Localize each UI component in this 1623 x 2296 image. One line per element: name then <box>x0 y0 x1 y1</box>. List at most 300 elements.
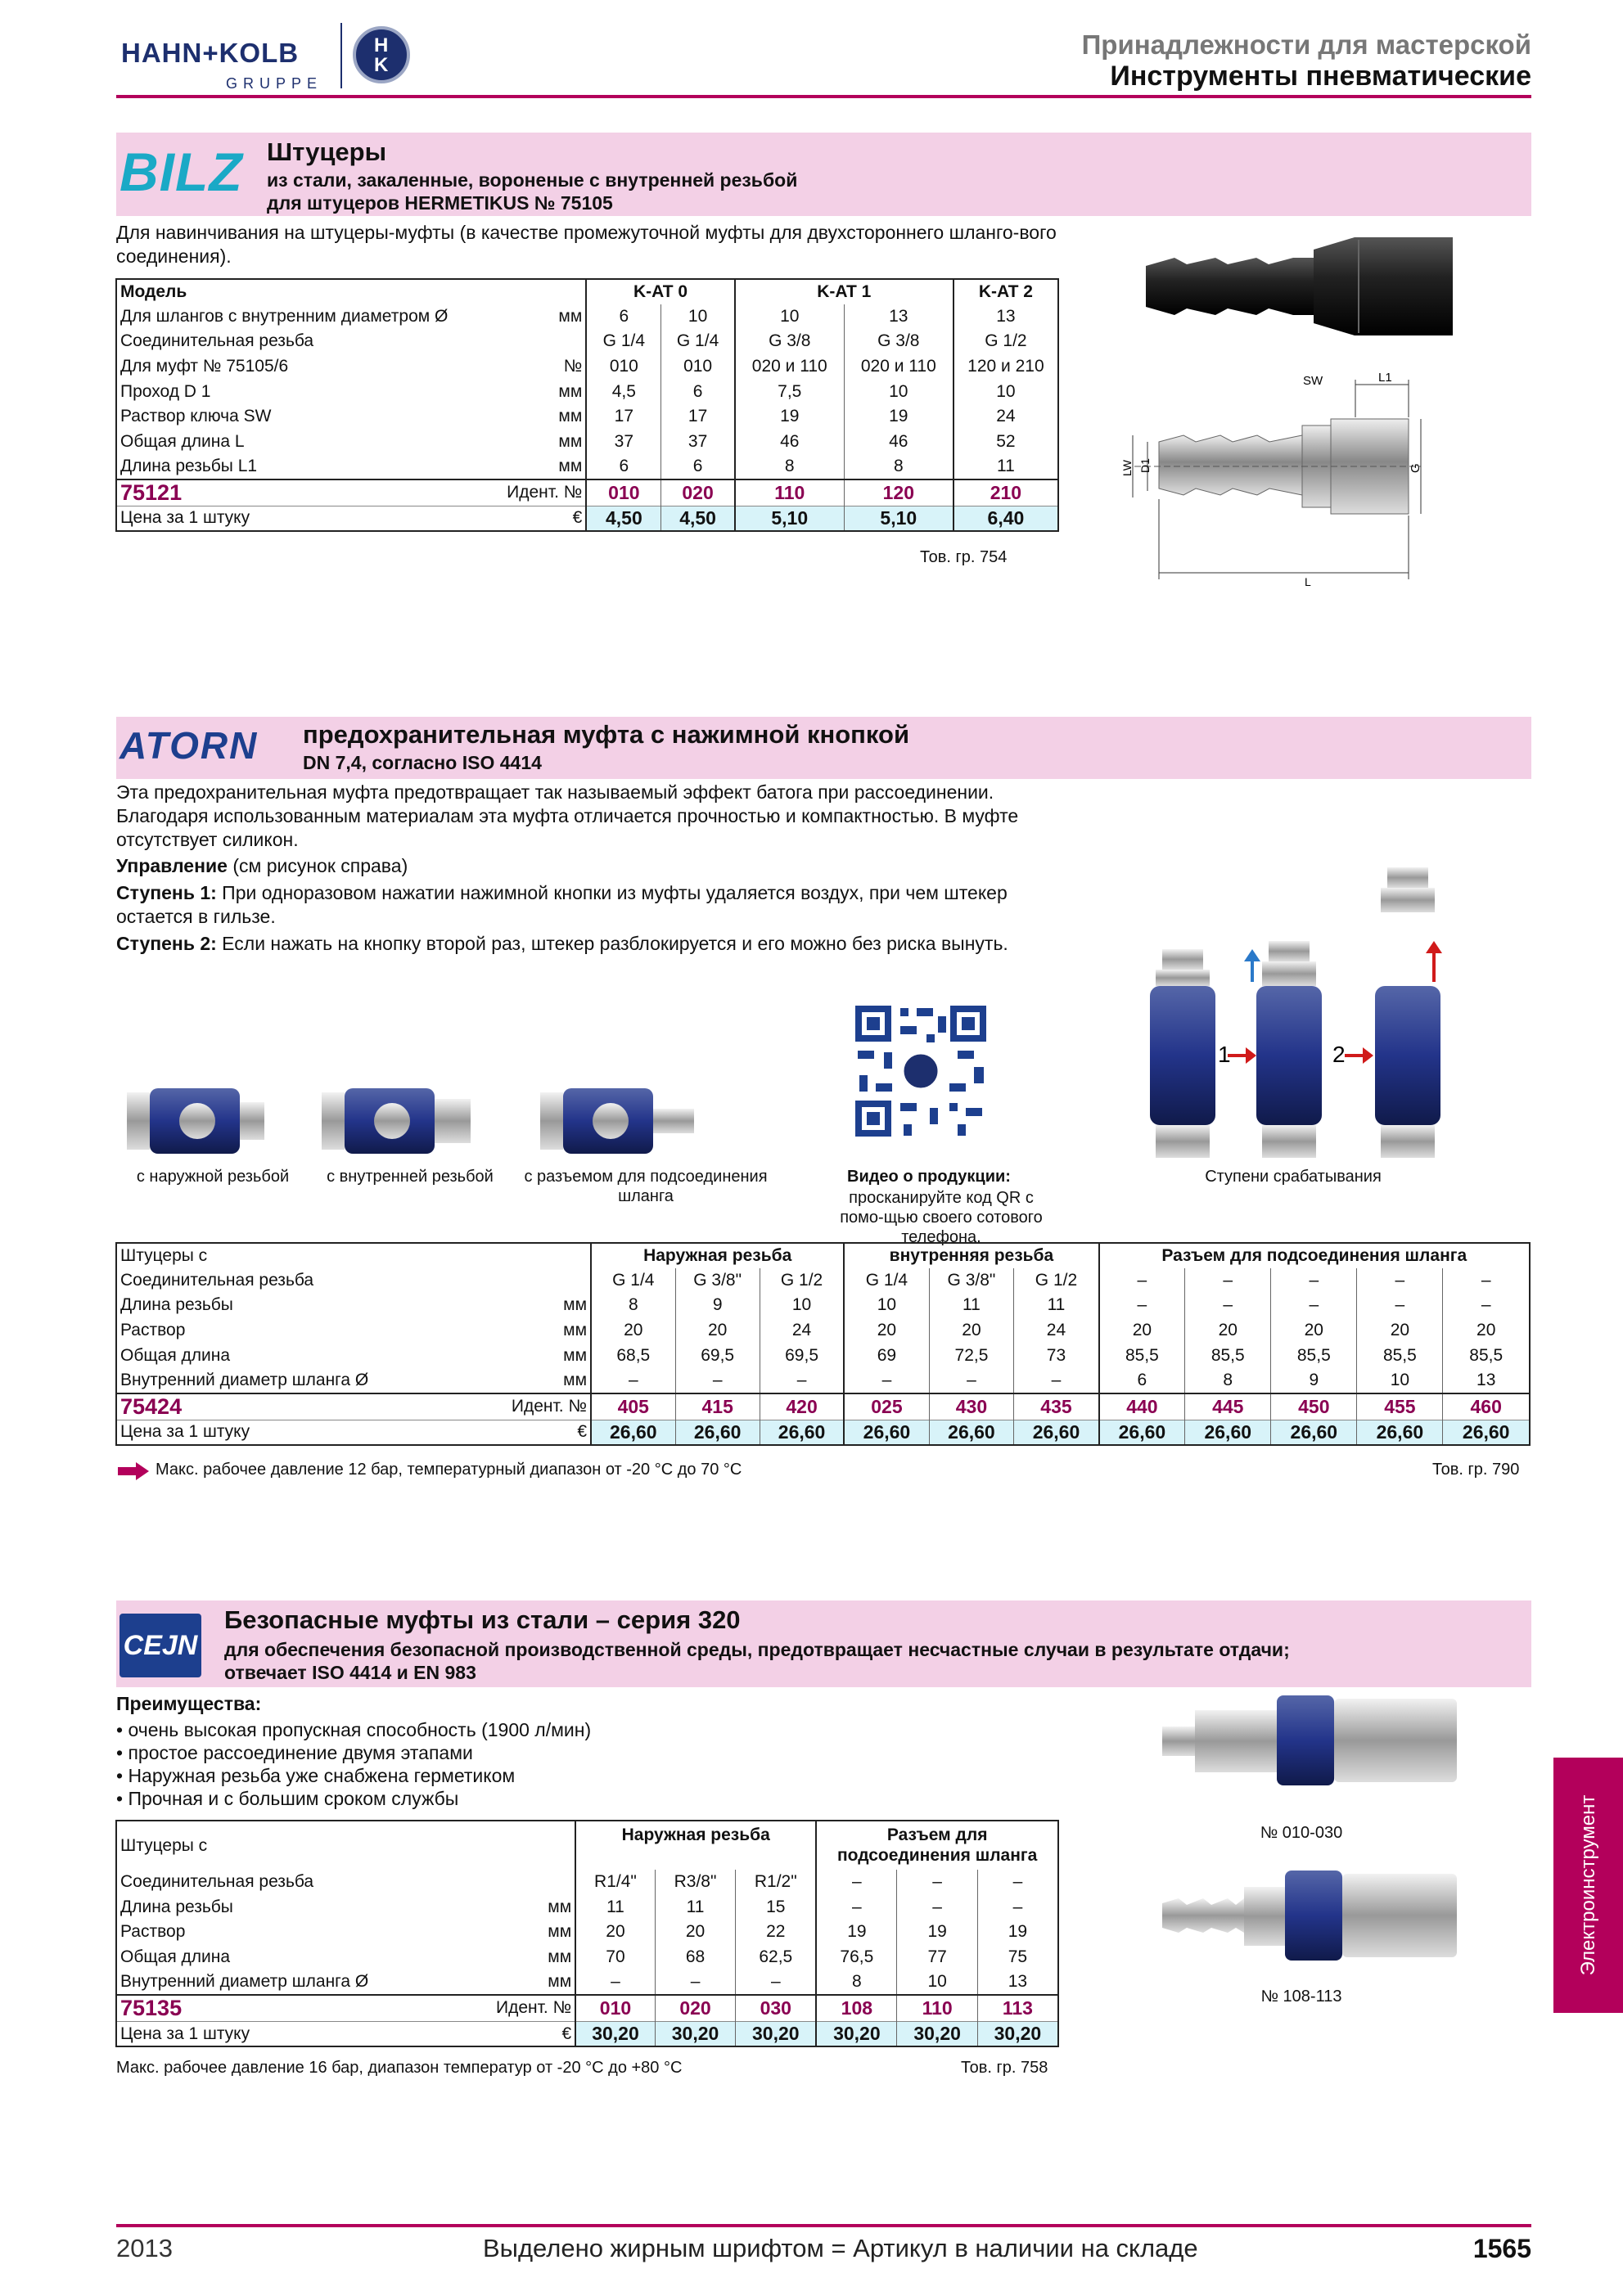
footer-year: 2013 <box>116 2234 173 2262</box>
value-cell: 24 <box>1014 1318 1099 1344</box>
value-cell: – <box>816 1870 897 1895</box>
table-group-header: внутренняя резьба <box>844 1243 1098 1268</box>
table-row <box>116 430 1058 455</box>
value-cell: R1/2" <box>736 1870 817 1895</box>
row-label: Соединительная резьба <box>120 1270 314 1290</box>
value-cell: 68,5 <box>591 1343 675 1368</box>
value-cell: 24 <box>954 404 1058 430</box>
hk-badge-icon <box>353 26 410 83</box>
value-cell: 13 <box>844 304 954 330</box>
caption-female: с внутренней резьбой <box>327 1168 494 1186</box>
id-cell: 020 <box>661 479 735 506</box>
step1-text: При одноразовом нажатии нажимной кнопки из муфты удаляется воздух, при чем штекер <box>216 882 1008 903</box>
row-unit: мм <box>563 1345 587 1365</box>
value-cell: 10 <box>735 304 845 330</box>
page-number: 1565 <box>1472 2234 1531 2263</box>
value-cell: – <box>1271 1268 1357 1294</box>
value-cell: 11 <box>929 1293 1014 1318</box>
value-cell: 6 <box>1099 1368 1185 1393</box>
value-cell: 17 <box>586 404 661 430</box>
table-group-header: Разъем для подсоединения шланга <box>816 1821 1058 1870</box>
article-number: 75135 <box>120 1995 183 2020</box>
step-1-coupling <box>1256 941 1322 1158</box>
value-cell: 20 <box>675 1318 760 1344</box>
step-2-coupling <box>1375 867 1440 1158</box>
id-cell: 455 <box>1357 1393 1443 1420</box>
bilz-group-note: Тов. гр. 754 <box>920 548 1008 566</box>
value-cell: – <box>655 1970 735 1995</box>
value-cell: 10 <box>844 379 954 404</box>
value-cell: 11 <box>1014 1293 1099 1318</box>
brand-name: HAHN+KOLB <box>121 38 300 68</box>
header-title: Инструменты пневматические <box>1110 61 1531 92</box>
value-cell: 20 <box>844 1318 929 1344</box>
id-cell: 435 <box>1014 1393 1099 1420</box>
badge-k: K <box>374 54 389 76</box>
value-cell: 72,5 <box>929 1343 1014 1368</box>
row-unit: мм <box>558 306 583 326</box>
id-cell: 030 <box>736 1995 817 2022</box>
table-group-header: K-AT 0 <box>586 279 734 304</box>
row-label: Длина резьбы <box>120 1897 233 1916</box>
value-cell: – <box>1014 1368 1099 1393</box>
value-cell: – <box>1443 1293 1530 1318</box>
price-label: Цена за 1 штуку <box>120 1422 250 1442</box>
price-cell: 26,60 <box>1271 1420 1357 1445</box>
advantage-2: • простое рассоединение двумя этапами <box>116 1742 473 1763</box>
table-id-row <box>116 1995 1058 2022</box>
value-cell: 70 <box>575 1945 655 1970</box>
cejn-title: Безопасные муфты из стали – серия 320 <box>224 1605 741 1634</box>
value-cell: 20 <box>1357 1318 1443 1344</box>
row-unit: мм <box>558 431 583 451</box>
article-number: 75121 <box>120 479 183 505</box>
value-cell: 69,5 <box>675 1343 760 1368</box>
value-cell: 62,5 <box>736 1945 817 1970</box>
table-row <box>116 329 1058 354</box>
row-label: Соединительная резьба <box>120 331 314 351</box>
row-unit: мм <box>548 1897 572 1916</box>
value-cell: 69,5 <box>760 1343 844 1368</box>
value-cell: G 1/4 <box>591 1268 675 1294</box>
value-cell: 75 <box>977 1945 1058 1970</box>
value-cell: – <box>1185 1268 1271 1294</box>
value-cell: G 3/8" <box>929 1268 1014 1294</box>
atorn-desc-2: Благодаря использованным материалам эта муфта отличается прочностью и компактностью. В муфте <box>116 805 1019 826</box>
value-cell: 8 <box>735 454 845 479</box>
table-row <box>116 1945 1058 1970</box>
value-cell: G 1/4 <box>844 1268 929 1294</box>
value-cell: 69 <box>844 1343 929 1368</box>
value-cell: – <box>897 1870 977 1895</box>
bilz-technical-drawing <box>1118 368 1429 589</box>
advantage-4: • Прочная и с большим сроком службы <box>116 1788 459 1809</box>
value-cell: 20 <box>1443 1318 1530 1344</box>
value-cell: – <box>1357 1293 1443 1318</box>
row-unit: мм <box>563 1295 587 1315</box>
value-cell: 13 <box>954 304 1058 330</box>
value-cell: – <box>816 1895 897 1920</box>
table-price-row <box>116 1420 1530 1445</box>
table-head-label: Модель <box>120 281 187 301</box>
bilz-fitting-photo <box>1138 233 1457 340</box>
atorn-note: Макс. рабочее давление 12 бар, температурный диапазон от -20 °C до 70 °C <box>156 1461 742 1479</box>
footer-legend: Выделено жирным шрифтом = Артикул в наличии на складе <box>483 2234 1198 2262</box>
id-cell: 120 <box>844 479 954 506</box>
atorn-subtitle: DN 7,4, согласно ISO 4414 <box>303 752 542 773</box>
id-cell: 113 <box>977 1995 1058 2022</box>
value-cell: 20 <box>1185 1318 1271 1344</box>
table-row <box>116 1870 1058 1895</box>
header-category: Принадлежности для мастерской <box>1081 29 1531 60</box>
atorn-step1 <box>116 881 1008 905</box>
value-cell: 010 <box>586 354 661 380</box>
price-cell: 26,60 <box>929 1420 1014 1445</box>
price-cell: 30,20 <box>977 2021 1058 2046</box>
id-cell: 025 <box>844 1393 929 1420</box>
table-id-row <box>116 479 1058 506</box>
id-cell: 010 <box>575 1995 655 2022</box>
row-label: Раствор <box>120 1321 186 1340</box>
row-unit: мм <box>558 456 583 475</box>
cejn-caption-1: № 010-030 <box>1260 1824 1343 1842</box>
table-row <box>116 354 1058 380</box>
atorn-title: предохранительная муфта с нажимной кнопкой <box>303 720 910 749</box>
price-cell: 26,60 <box>675 1420 760 1445</box>
arrow-up-red-icon <box>1426 941 1442 982</box>
price-cell: 26,60 <box>591 1420 675 1445</box>
bilz-title: Штуцеры <box>267 137 387 166</box>
value-cell: 10 <box>661 304 735 330</box>
price-cell: 30,20 <box>897 2021 977 2046</box>
value-cell: – <box>1357 1268 1443 1294</box>
row-label: Общая длина L <box>120 431 245 451</box>
table-group-header: Наружная резьба <box>591 1243 844 1268</box>
footer-rule <box>116 2224 1531 2227</box>
table-group-header: K-AT 1 <box>735 279 954 304</box>
atorn-logo: ATORN <box>119 724 259 767</box>
cejn-spec-table <box>115 1820 1059 2047</box>
value-cell: R3/8" <box>655 1870 735 1895</box>
row-unit: мм <box>563 1370 587 1389</box>
value-cell: G 1/2 <box>954 329 1058 354</box>
arrow-up-blue-icon <box>1244 949 1260 982</box>
row-unit: № <box>563 357 583 376</box>
atorn-step2 <box>116 932 1008 956</box>
price-label: Цена за 1 штуку <box>120 508 250 528</box>
value-cell: 85,5 <box>1099 1343 1185 1368</box>
price-cell: 5,10 <box>735 506 845 531</box>
table-row <box>116 1970 1058 1995</box>
control-label: Управление <box>116 855 228 876</box>
row-label: Для шлангов с внутренним диаметром Ø <box>120 306 449 326</box>
table-row <box>116 1920 1058 1945</box>
cejn-note: Макс. рабочее давление 16 бар, диапазон температур от -20 °C до +80 °C <box>116 2059 683 2077</box>
value-cell: 11 <box>575 1895 655 1920</box>
cejn-group-note: Тов. гр. 758 <box>961 2059 1048 2077</box>
header-rule <box>116 95 1531 98</box>
cejn-caption-2: № 108-113 <box>1260 1988 1342 2006</box>
value-cell: G 1/2 <box>1014 1268 1099 1294</box>
video-title: Видео о продукции: <box>847 1168 1011 1186</box>
value-cell: 10 <box>1357 1368 1443 1393</box>
value-cell: 6 <box>661 454 735 479</box>
table-row <box>116 304 1058 330</box>
cejn-logo: CEJN <box>119 1614 201 1677</box>
hahn-kolb-logo <box>121 18 416 92</box>
value-cell: – <box>897 1895 977 1920</box>
table-row <box>116 1293 1530 1318</box>
price-cell: 6,40 <box>954 506 1058 531</box>
id-cell: 450 <box>1271 1393 1357 1420</box>
badge-h: H <box>374 34 389 56</box>
value-cell: – <box>929 1368 1014 1393</box>
value-cell: 52 <box>954 430 1058 455</box>
coupling-hose-barb <box>540 1088 694 1154</box>
value-cell: 85,5 <box>1185 1343 1271 1368</box>
price-cell: 26,60 <box>844 1420 929 1445</box>
table-id-row <box>116 1393 1530 1420</box>
value-cell: – <box>844 1368 929 1393</box>
value-cell: 37 <box>661 430 735 455</box>
cejn-subtitle-1: для обеспечения безопасной производственной среды, предотвращает несчастные случаи в результате отдачи; <box>224 1639 1290 1660</box>
value-cell: 20 <box>655 1920 735 1945</box>
value-cell: 10 <box>844 1293 929 1318</box>
table-group-header: Разъем для подсоединения шланга <box>1099 1243 1530 1268</box>
value-cell: – <box>1099 1293 1185 1318</box>
value-cell: R1/4" <box>575 1870 655 1895</box>
value-cell: 20 <box>929 1318 1014 1344</box>
value-cell: 13 <box>1443 1368 1530 1393</box>
table-header-row <box>116 1243 1530 1268</box>
bilz-spec-table <box>115 278 1059 532</box>
price-cell: 26,60 <box>1014 1420 1099 1445</box>
cejn-coupling-010-030-photo <box>1154 1687 1465 1794</box>
value-cell: 010 <box>661 354 735 380</box>
side-tab-label: Электроинструмент <box>1576 1794 1599 1976</box>
row-unit: мм <box>548 1922 572 1942</box>
row-unit: мм <box>548 1972 572 1992</box>
table-row <box>116 1268 1530 1294</box>
caption-male: с наружной резьбой <box>136 1168 290 1186</box>
atorn-desc-3: отсутствует силикон. <box>116 829 299 850</box>
value-cell: 8 <box>591 1293 675 1318</box>
atorn-desc-1: Эта предохранительная муфта предотвращает так называемый эффект батога при рассоединении. <box>116 781 994 803</box>
row-label: Раствор ключа SW <box>120 407 272 426</box>
value-cell: – <box>1185 1293 1271 1318</box>
row-label: Длина резьбы L1 <box>120 456 258 475</box>
row-unit <box>440 1870 575 1895</box>
coupling-male-thread <box>127 1088 264 1154</box>
value-cell: 6 <box>661 379 735 404</box>
value-cell: 10 <box>760 1293 844 1318</box>
atorn-coupling-photos <box>127 1084 765 1158</box>
row-unit: мм <box>558 407 583 426</box>
id-cell: 110 <box>735 479 845 506</box>
table-row <box>116 379 1058 404</box>
price-cell: 26,60 <box>1357 1420 1443 1445</box>
row-label: Раствор <box>120 1922 186 1942</box>
advantage-1: • очень высокая пропускная способность (1900 л/мин) <box>116 1719 592 1740</box>
price-cell: 30,20 <box>655 2021 735 2046</box>
steps-caption: Ступени срабатывания <box>1205 1168 1382 1186</box>
id-cell: 460 <box>1443 1393 1530 1420</box>
price-cell: 26,60 <box>1443 1420 1530 1445</box>
value-cell: 19 <box>735 404 845 430</box>
dim-l1: L1 <box>1378 371 1392 385</box>
table-head-label: Штуцеры с <box>120 1245 208 1265</box>
value-cell: 85,5 <box>1271 1343 1357 1368</box>
value-cell: 7,5 <box>735 379 845 404</box>
row-label: Соединительная резьба <box>120 1872 314 1892</box>
table-price-row <box>116 506 1058 531</box>
value-cell: – <box>736 1970 817 1995</box>
atorn-control <box>116 854 408 878</box>
advantages-label: Преимущества: <box>116 1693 262 1714</box>
value-cell: 4,5 <box>586 379 661 404</box>
value-cell: – <box>1271 1293 1357 1318</box>
value-cell: 46 <box>735 430 845 455</box>
step-num-2: 2 <box>1332 1042 1346 1067</box>
table-head-label: Штуцеры с <box>120 1835 208 1855</box>
advantage-3: • Наружная резьба уже снабжена герметиком <box>116 1765 516 1786</box>
value-cell: G 3/8 <box>735 329 845 354</box>
step1-label: Ступень 1: <box>116 882 217 903</box>
row-label: Длина резьбы <box>120 1295 233 1315</box>
step-0-coupling <box>1150 949 1215 1158</box>
row-unit: мм <box>548 1947 572 1967</box>
value-cell: – <box>760 1368 844 1393</box>
article-number: 75424 <box>120 1393 183 1419</box>
side-tab-electro-tools[interactable] <box>1553 1758 1623 2013</box>
table-header-row <box>116 279 1058 304</box>
value-cell: 46 <box>844 430 954 455</box>
row-unit <box>503 329 586 354</box>
bilz-subtitle-1: из стали, закаленные, вороненые с внутренней резьбой <box>267 169 798 191</box>
row-label: Проход D 1 <box>120 381 211 401</box>
value-cell: G 1/4 <box>586 329 661 354</box>
value-cell: 85,5 <box>1357 1343 1443 1368</box>
cejn-subtitle-2: отвечает ISO 4414 и EN 983 <box>224 1662 476 1683</box>
bilz-subtitle-2: для штуцеров HERMETIKUS № 75105 <box>267 192 613 214</box>
coupling-female-thread <box>322 1088 471 1154</box>
caption-hose: с разъемом для подсоединения шланга <box>524 1168 768 1205</box>
row-label: Для муфт № 75105/6 <box>120 357 289 376</box>
cejn-coupling-108-113-photo <box>1154 1862 1465 1969</box>
value-cell: 76,5 <box>816 1945 897 1970</box>
price-cell: 30,20 <box>736 2021 817 2046</box>
value-cell: 20 <box>1271 1318 1357 1344</box>
dim-lw: LW <box>1120 460 1134 476</box>
id-cell: 020 <box>655 1995 735 2022</box>
arrow-right-1-icon <box>1228 1047 1256 1064</box>
dim-sw: SW <box>1303 374 1323 388</box>
value-cell: 10 <box>897 1970 977 1995</box>
price-cell: 26,60 <box>1185 1420 1271 1445</box>
value-cell: 24 <box>760 1318 844 1344</box>
value-cell: 20 <box>591 1318 675 1344</box>
value-cell: 8 <box>844 454 954 479</box>
value-cell: 9 <box>675 1293 760 1318</box>
value-cell: 73 <box>1014 1343 1099 1368</box>
value-cell: 11 <box>954 454 1058 479</box>
arrow-note-icon <box>116 1461 152 1481</box>
id-label: Идент. № <box>507 483 583 502</box>
value-cell: 20 <box>575 1920 655 1945</box>
table-row <box>116 454 1058 479</box>
id-label: Идент. № <box>496 1998 572 2018</box>
value-cell: 8 <box>1185 1368 1271 1393</box>
row-unit: мм <box>558 381 583 401</box>
dim-l: L <box>1305 575 1311 588</box>
step-num-1: 1 <box>1218 1042 1231 1067</box>
value-cell: 11 <box>655 1895 735 1920</box>
step2-text: Если нажать на кнопку второй раз, штекер разблокируется и его можно без риска вынуть. <box>216 933 1008 954</box>
price-cell: 30,20 <box>575 2021 655 2046</box>
value-cell: 68 <box>655 1945 735 1970</box>
value-cell: 85,5 <box>1443 1343 1530 1368</box>
id-cell: 010 <box>586 479 661 506</box>
value-cell: 6 <box>586 454 661 479</box>
value-cell: – <box>1099 1268 1185 1294</box>
value-cell: 19 <box>844 404 954 430</box>
price-cell: 26,60 <box>1099 1420 1185 1445</box>
atorn-group-note: Тов. гр. 790 <box>1432 1461 1520 1479</box>
value-cell: – <box>675 1368 760 1393</box>
value-cell: – <box>591 1368 675 1393</box>
table-row <box>116 1368 1530 1393</box>
value-cell: 19 <box>816 1920 897 1945</box>
value-cell: 19 <box>897 1920 977 1945</box>
value-cell: – <box>575 1970 655 1995</box>
dim-g: G <box>1409 463 1422 473</box>
row-label: Общая длина <box>120 1345 231 1365</box>
table-row <box>116 1895 1058 1920</box>
table-row <box>116 1318 1530 1344</box>
price-label: Цена за 1 штуку <box>120 2024 250 2043</box>
row-label: Общая длина <box>120 1947 231 1967</box>
id-cell: 210 <box>954 479 1058 506</box>
currency: € <box>577 1422 587 1442</box>
price-cell: 4,50 <box>661 506 735 531</box>
actuation-steps-illustration <box>1146 859 1457 1170</box>
row-label: Внутренний диаметр шланга Ø <box>120 1370 369 1389</box>
table-price-row <box>116 2021 1058 2046</box>
id-cell: 405 <box>591 1393 675 1420</box>
currency: € <box>561 2024 572 2043</box>
value-cell: 15 <box>736 1895 817 1920</box>
value-cell: 120 и 210 <box>954 354 1058 380</box>
atorn-spec-table <box>115 1242 1531 1446</box>
value-cell: G 3/8" <box>675 1268 760 1294</box>
value-cell: 19 <box>977 1920 1058 1945</box>
value-cell: – <box>977 1895 1058 1920</box>
atorn-step1-cont: остается в гильзе. <box>116 906 276 927</box>
qr-code-icon[interactable] <box>851 1002 990 1141</box>
id-cell: 415 <box>675 1393 760 1420</box>
table-row <box>116 1343 1530 1368</box>
value-cell: 6 <box>586 304 661 330</box>
brand-sub: GRUPPE <box>226 75 323 92</box>
id-cell: 108 <box>816 1995 897 2022</box>
value-cell: 20 <box>1099 1318 1185 1344</box>
id-cell: 110 <box>897 1995 977 2022</box>
row-unit: мм <box>563 1321 587 1340</box>
value-cell: 10 <box>954 379 1058 404</box>
price-cell: 5,10 <box>844 506 954 531</box>
price-cell: 30,20 <box>816 2021 897 2046</box>
value-cell: – <box>977 1870 1058 1895</box>
